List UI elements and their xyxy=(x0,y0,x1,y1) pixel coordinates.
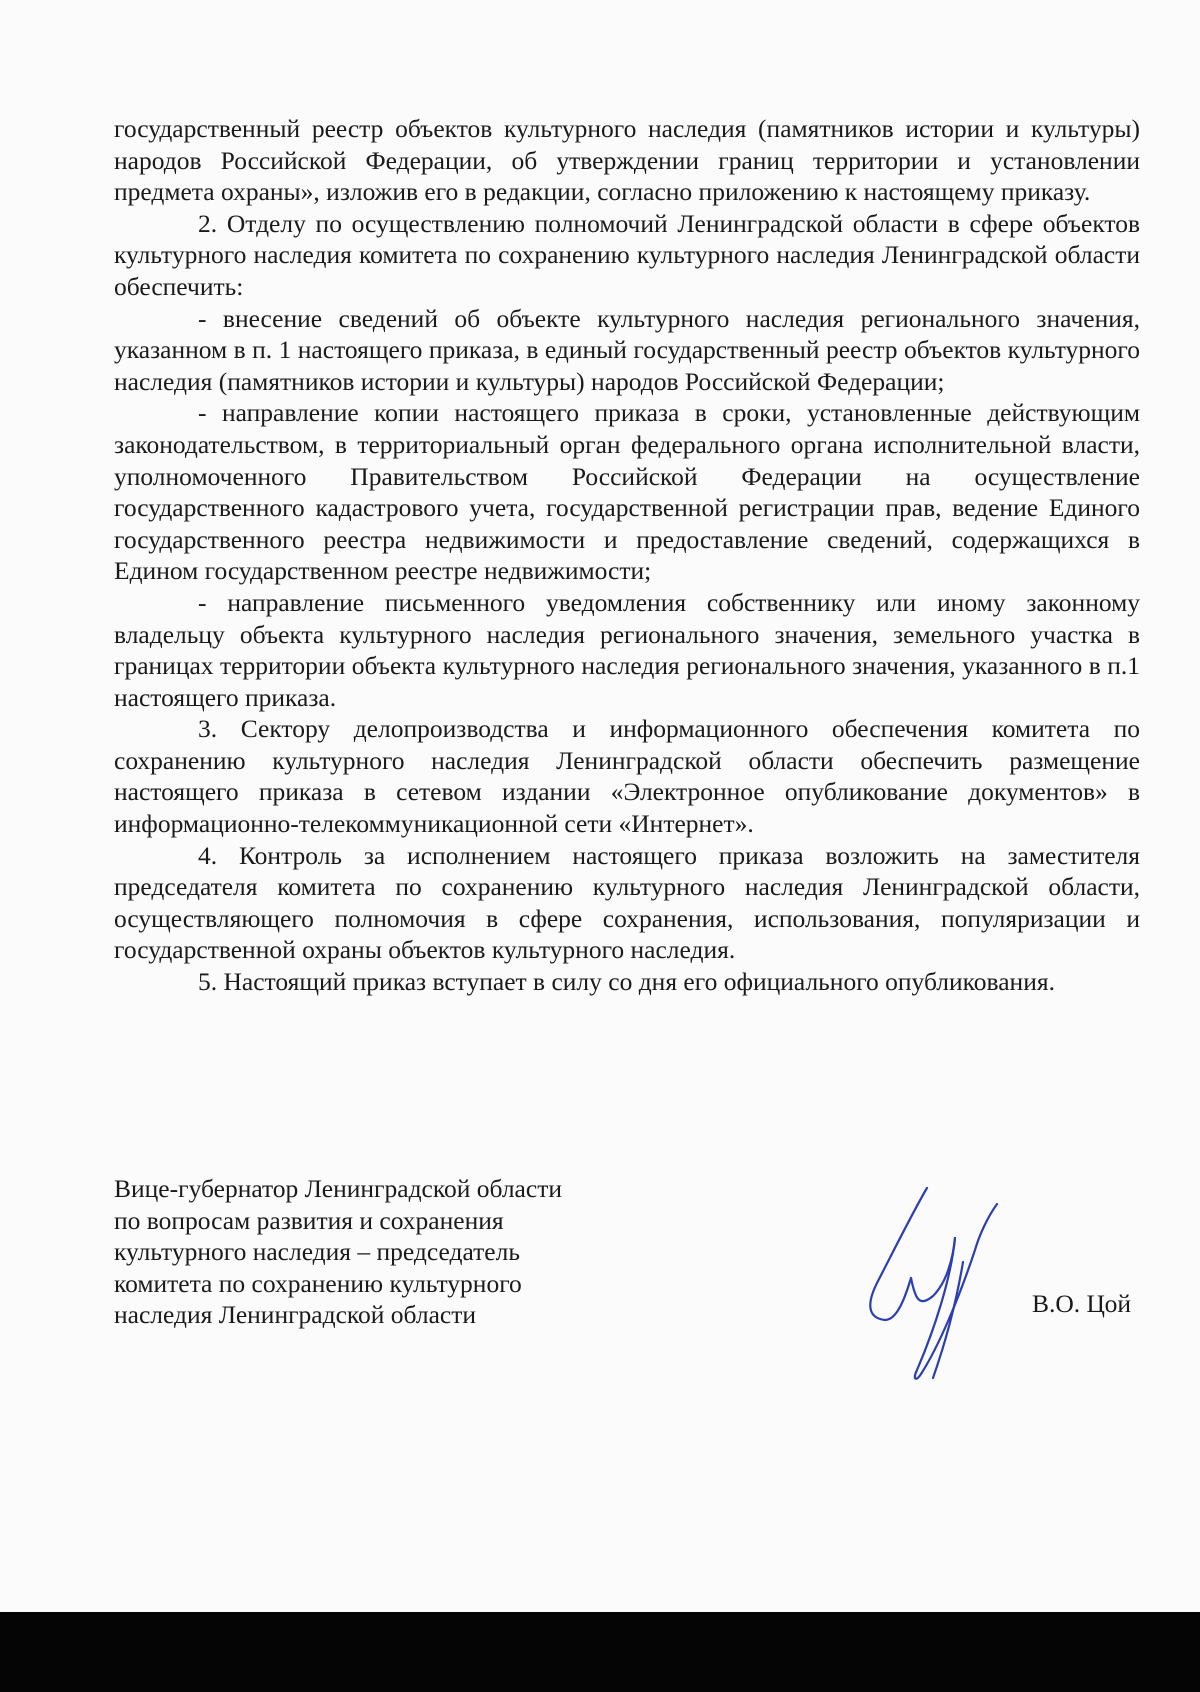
scan-bottom-band xyxy=(0,1612,1200,1692)
paragraph-item-4: 4. Контроль за исполнением настоящего приказа возложить на заместителя председателя комитета по сохранению культурного наследия Ленинградской области, осуществляющего полномочия в сфере сохранения, использования, популяризации и государственной охраны объектов культурного наследия. xyxy=(114,840,1140,965)
signatory-title-line: по вопросам развития и сохранения xyxy=(114,1205,504,1235)
paragraph-item-5: 5. Настоящий приказ вступает в силу со дня его официального опубликования. xyxy=(198,967,1055,997)
handwritten-signature-icon xyxy=(855,1178,1025,1388)
signatory-title-line: наследия Ленинградской области xyxy=(114,1300,477,1330)
paragraph-item-2-bullet-1: - внесение сведений об объекте культурного наследия регионального значения, указанном в п. 1 настоящего приказа, в единый государственный реестр объектов культурного наследия (памятников истории и культуры) народов Российской Федерации; xyxy=(114,303,1140,396)
signatory-title-line: культурного наследия – председатель xyxy=(114,1237,520,1267)
signatory-title-line: Вице-губернатор Ленинградской области xyxy=(114,1174,562,1203)
paragraph-item-3: 3. Сектору делопроизводства и информационного обеспечения комитета по сохранению культурного наследия Ленинградской области обеспечить размещение настоящего приказа в сетевом издании «Электронное опубликование документов» в информационно-телекоммуникационной сети «Интернет». xyxy=(114,714,1140,839)
signatory-title-line: комитета по сохранению культурного xyxy=(114,1268,522,1298)
document-body xyxy=(114,113,1140,998)
signatory-name: В.О. Цой xyxy=(1032,1289,1132,1318)
paragraph-item-2-bullet-2: - направление копии настоящего приказа в сроки, установленные действующим законодательством, в территориальный орган федерального органа исполнительной власти, уполномоченного Правительством Российской Федерации на осуществление государственного кадастрового учета, государственной регистрации прав, ведение Единого государственного реестра недвижимости и предоставление сведений, содержащихся в Едином государственном реестре недвижимости; xyxy=(114,398,1140,586)
paragraph-item-2: 2. Отделу по осуществлению полномочий Ленинградской области в сфере объектов культурного наследия комитета по сохранению культурного наследия Ленинградской области обеспечить: xyxy=(114,208,1140,301)
paragraph-continuation: государственный реестр объектов культурного наследия (памятников истории и культуры) народов Российской Федерации, об утверждении границ территории и установлении предмета охраны», изложив его в редакции, согласно приложению к настоящему приказу. xyxy=(114,114,1140,207)
signatory-title xyxy=(114,1173,674,1331)
paragraph-item-2-bullet-3: - направление письменного уведомления собственнику или иному законному владельцу объекта культурного наследия регионального значения, земельного участка в границах территории объекта культурного наследия регионального значения, указанного в п.1 настоящего приказа. xyxy=(114,587,1140,712)
